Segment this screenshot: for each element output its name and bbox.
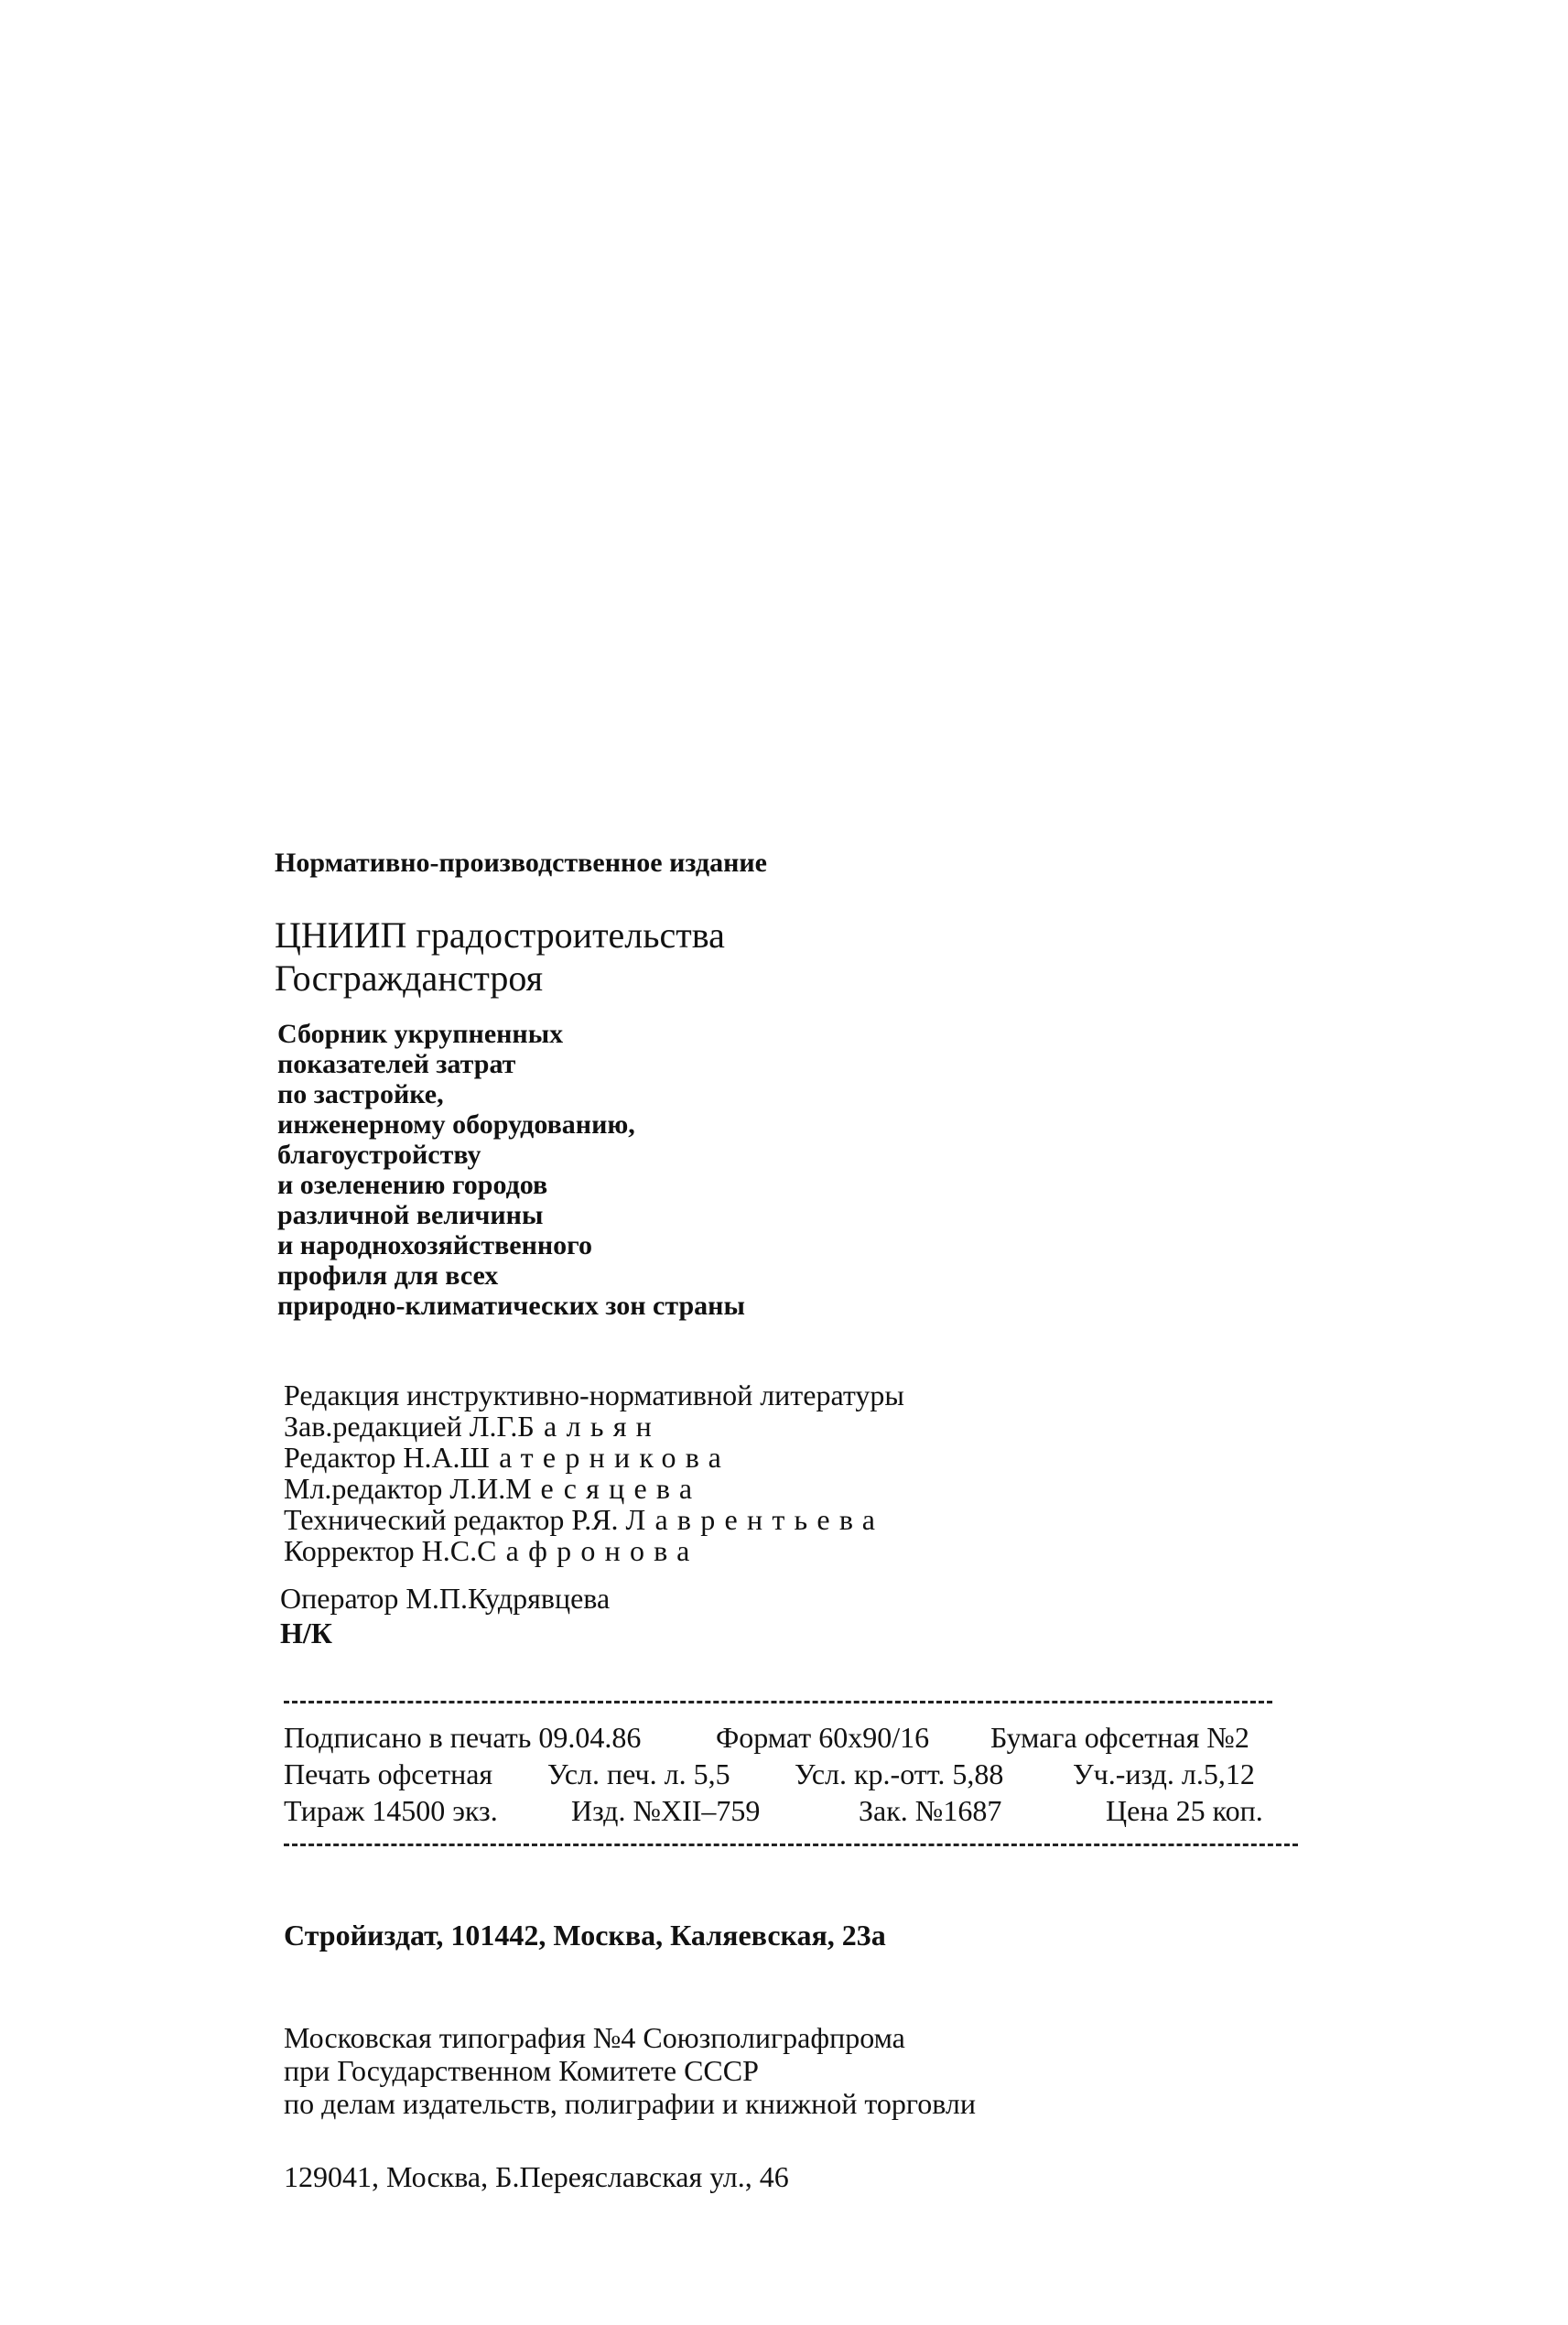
credit-label: Редактор — [284, 1441, 396, 1474]
credit-surname: Лаврентьева — [625, 1503, 885, 1536]
title-line: показателей затрат — [277, 1049, 516, 1079]
head-of-editorial — [284, 1411, 661, 1441]
code-nk: Н/К — [280, 1617, 332, 1649]
credit-initials: Л.Г. — [469, 1410, 518, 1443]
title-line: по застройке, — [277, 1079, 444, 1109]
credit-label: Технический редактор — [284, 1503, 565, 1536]
title-line: и озеленению городов — [277, 1170, 548, 1200]
author-line-1: ЦНИИП градостроительства — [275, 914, 725, 956]
editor — [284, 1443, 730, 1472]
imprint-run: Тираж 14500 экз. — [284, 1794, 498, 1827]
imprint-color-prints: Усл. кр.-отт. 5,88 — [795, 1757, 1004, 1790]
corrector — [284, 1536, 699, 1565]
title-line: инженерному оборудованию, — [277, 1109, 635, 1140]
credit-initials: Н.С. — [421, 1534, 478, 1567]
credit-label: Корректор — [284, 1534, 415, 1567]
title-line: Сборник укрупненных — [277, 1019, 564, 1049]
imprint-signed: Подписано в печать 09.04.86 — [284, 1721, 642, 1754]
editorial-office: Редакция инструктивно-нормативной литературы — [284, 1379, 904, 1411]
technical-editor — [284, 1505, 884, 1534]
printer-address: 129041, Москва, Б.Переяславская ул., 46 — [284, 2160, 789, 2193]
credit-label: Зав.редакцией — [284, 1410, 462, 1443]
printer-line-3: по делам издательств, полиграфии и книжной торговли — [284, 2087, 976, 2120]
printer-line-1: Московская типография №4 Союзполиграфпрома — [284, 2021, 905, 2054]
imprint-izd-no: Изд. №XII–759 — [571, 1794, 761, 1827]
printer-line-2: при Государственном Комитете СССР — [284, 2054, 759, 2087]
credit-surname: Месяцева — [505, 1472, 702, 1505]
credit-initials: Н.А. — [403, 1441, 460, 1474]
title-line: и народнохозяйственного — [277, 1230, 593, 1260]
publisher-address: Стройиздат, 101442, Москва, Каляевская, 23а — [284, 1919, 886, 1952]
imprint-price: Цена 25 коп. — [1106, 1794, 1263, 1827]
credit-surname: Сафронова — [477, 1534, 699, 1567]
imprint-paper: Бумага офсетная №2 — [990, 1721, 1249, 1754]
imprint-publ-sheets: Уч.-изд. л.5,12 — [1073, 1757, 1255, 1790]
junior-editor — [284, 1474, 701, 1503]
imprint-order-no: Зак. №1687 — [859, 1794, 1002, 1827]
title-line: благоустройству — [277, 1140, 481, 1170]
imprint-print-sheets: Усл. печ. л. 5,5 — [547, 1757, 730, 1790]
separator-top — [284, 1701, 1272, 1703]
author-line-2: Госгражданстроя — [275, 957, 544, 999]
separator-bottom — [284, 1844, 1298, 1846]
credit-surname: Бальян — [517, 1410, 662, 1443]
title-line: природно-климатических зон страны — [277, 1291, 745, 1321]
credit-initials: Л.И. — [449, 1472, 506, 1505]
credit-label: Мл.редактор — [284, 1472, 443, 1505]
edition-type: Нормативно-производственное издание — [275, 848, 767, 878]
title-line: различной величины — [277, 1200, 544, 1230]
imprint-print: Печать офсетная — [284, 1757, 493, 1790]
credit-initials: Р.Я. — [571, 1503, 619, 1536]
title-line: профиля для всех — [277, 1260, 499, 1291]
credit-surname: Шатерникова — [460, 1441, 731, 1474]
imprint-format: Формат 60х90/16 — [716, 1721, 930, 1754]
operator: Оператор М.П.Кудрявцева — [280, 1582, 611, 1615]
